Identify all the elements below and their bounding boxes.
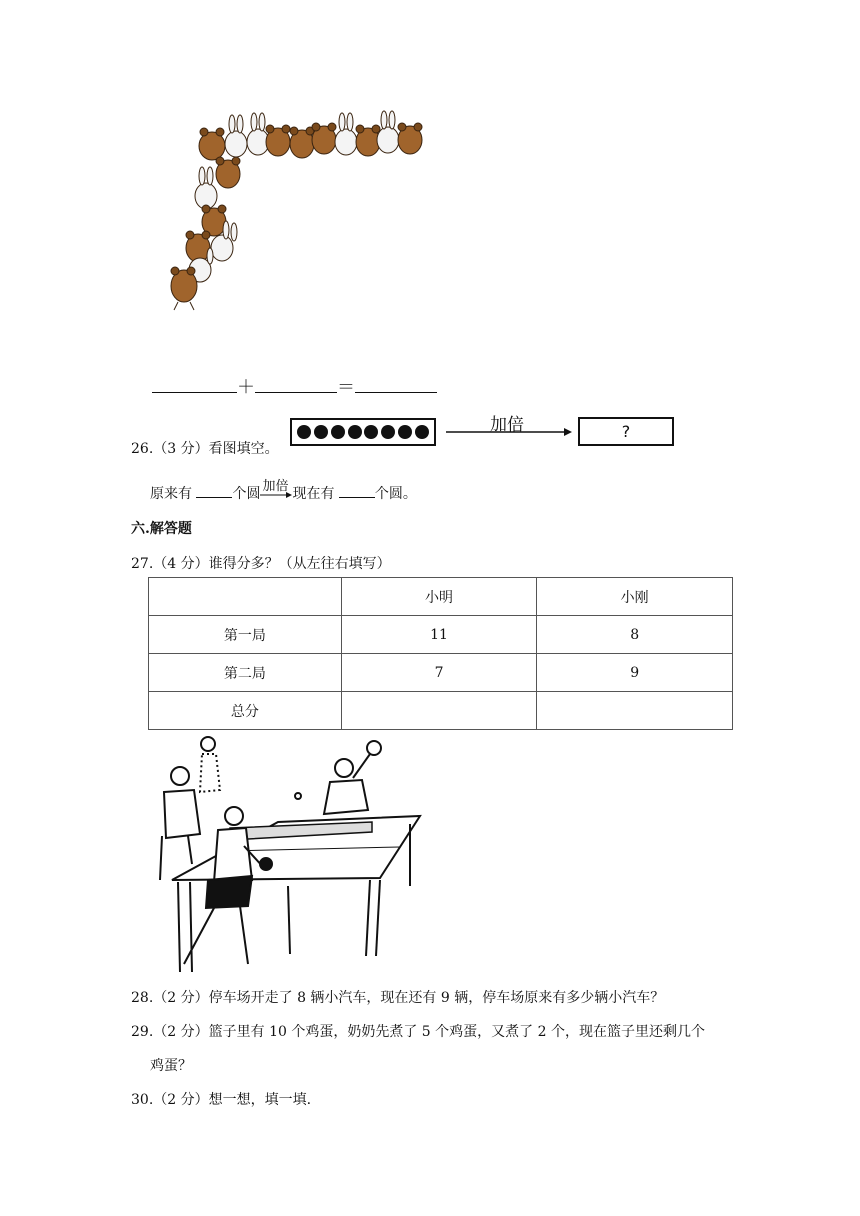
table-header: 小明 bbox=[341, 578, 537, 616]
circle-dot bbox=[348, 425, 362, 439]
table-cell: 7 bbox=[341, 654, 537, 692]
double-arrow-small-label: 加倍 bbox=[262, 479, 289, 494]
bear-figure bbox=[186, 231, 210, 262]
table-cell: 总分 bbox=[149, 692, 342, 730]
bear-figure bbox=[216, 157, 240, 188]
rabbit-figure bbox=[377, 111, 399, 153]
question-score: （4 分） bbox=[153, 556, 209, 572]
section-title: 六.解答题 bbox=[131, 521, 192, 537]
answer-blank[interactable] bbox=[196, 482, 232, 498]
answer-blank[interactable] bbox=[255, 377, 337, 393]
result-box: ? bbox=[578, 417, 674, 446]
answer-blank[interactable] bbox=[339, 482, 375, 498]
question-30 bbox=[131, 1089, 311, 1109]
question-number: 26. bbox=[131, 441, 154, 457]
plus-sign: ＋ bbox=[237, 377, 255, 398]
fill-label: 个圆 bbox=[232, 486, 261, 502]
fill-label: 个圆。 bbox=[374, 486, 417, 502]
question-text: 谁得分多？（从左往右填写） bbox=[208, 556, 391, 572]
circles-box bbox=[290, 418, 436, 446]
table-header: 小刚 bbox=[537, 578, 733, 616]
question-26-fill bbox=[150, 479, 417, 503]
circle-dot bbox=[381, 425, 395, 439]
rabbit-figure bbox=[335, 113, 357, 155]
circle-dot bbox=[297, 425, 311, 439]
question-26 bbox=[131, 438, 279, 458]
equation-blanks bbox=[152, 373, 437, 399]
answer-blank[interactable] bbox=[355, 377, 437, 393]
right-arrow bbox=[446, 425, 572, 439]
circle-dot bbox=[314, 425, 328, 439]
table-tennis-illustration bbox=[148, 736, 424, 976]
question-29 bbox=[131, 1021, 705, 1041]
question-number: 27. bbox=[131, 556, 154, 572]
table-cell: 9 bbox=[537, 654, 733, 692]
table-row bbox=[149, 616, 733, 654]
circle-dot bbox=[364, 425, 378, 439]
rabbit-figure bbox=[225, 115, 247, 157]
question-score: （3 分） bbox=[153, 441, 209, 457]
circle-dot bbox=[398, 425, 412, 439]
circle-dot bbox=[331, 425, 345, 439]
question-score: （2 分） bbox=[153, 990, 209, 1006]
double-arrow-label: 加倍 bbox=[490, 415, 524, 435]
question-text: 看图填空。 bbox=[208, 441, 279, 457]
question-text: 停车场开走了 8 辆小汽车，现在还有 9 辆，停车场原来有多少辆小汽车？ bbox=[208, 990, 665, 1006]
question-text: 想一想，填一填. bbox=[208, 1092, 312, 1108]
question-score: （2 分） bbox=[153, 1092, 209, 1108]
table-cell: 11 bbox=[341, 616, 537, 654]
table-row bbox=[149, 654, 733, 692]
bear-figure bbox=[356, 125, 380, 156]
bear-figure bbox=[171, 267, 197, 310]
question-28 bbox=[131, 987, 664, 1007]
score-table bbox=[148, 577, 733, 730]
animals-line-illustration bbox=[160, 108, 440, 318]
question-number: 30. bbox=[131, 1092, 154, 1108]
table-header-row bbox=[149, 578, 733, 616]
double-arrow-small bbox=[260, 479, 292, 502]
question-number: 28. bbox=[131, 990, 154, 1006]
answer-cell[interactable] bbox=[341, 692, 537, 730]
fill-label: 现在有 bbox=[292, 486, 339, 502]
question-29-line2: 鸡蛋？ bbox=[150, 1058, 192, 1074]
table-cell: 第一局 bbox=[149, 616, 342, 654]
bear-figure bbox=[398, 123, 422, 154]
circle-dot bbox=[415, 425, 429, 439]
answer-cell[interactable] bbox=[537, 692, 733, 730]
table-cell: 8 bbox=[537, 616, 733, 654]
rabbit-figure bbox=[195, 167, 217, 209]
table-cell: 第二局 bbox=[149, 654, 342, 692]
bear-figure bbox=[266, 125, 290, 156]
question-text: 篮子里有 10 个鸡蛋，奶奶先煮了 5 个鸡蛋，又煮了 2 个，现在篮子里还剩几个 bbox=[208, 1024, 705, 1040]
table-row bbox=[149, 692, 733, 730]
rabbit-figure bbox=[247, 113, 269, 155]
bear-figure bbox=[312, 123, 336, 154]
question-27 bbox=[131, 553, 391, 573]
bear-figure bbox=[290, 127, 314, 158]
equals-sign: ＝ bbox=[337, 377, 355, 398]
question-number: 29. bbox=[131, 1024, 154, 1040]
fill-label: 原来有 bbox=[150, 486, 197, 502]
question-score: （2 分） bbox=[153, 1024, 209, 1040]
bear-figure bbox=[199, 128, 225, 160]
answer-blank[interactable] bbox=[152, 377, 237, 393]
table-header bbox=[149, 578, 342, 616]
